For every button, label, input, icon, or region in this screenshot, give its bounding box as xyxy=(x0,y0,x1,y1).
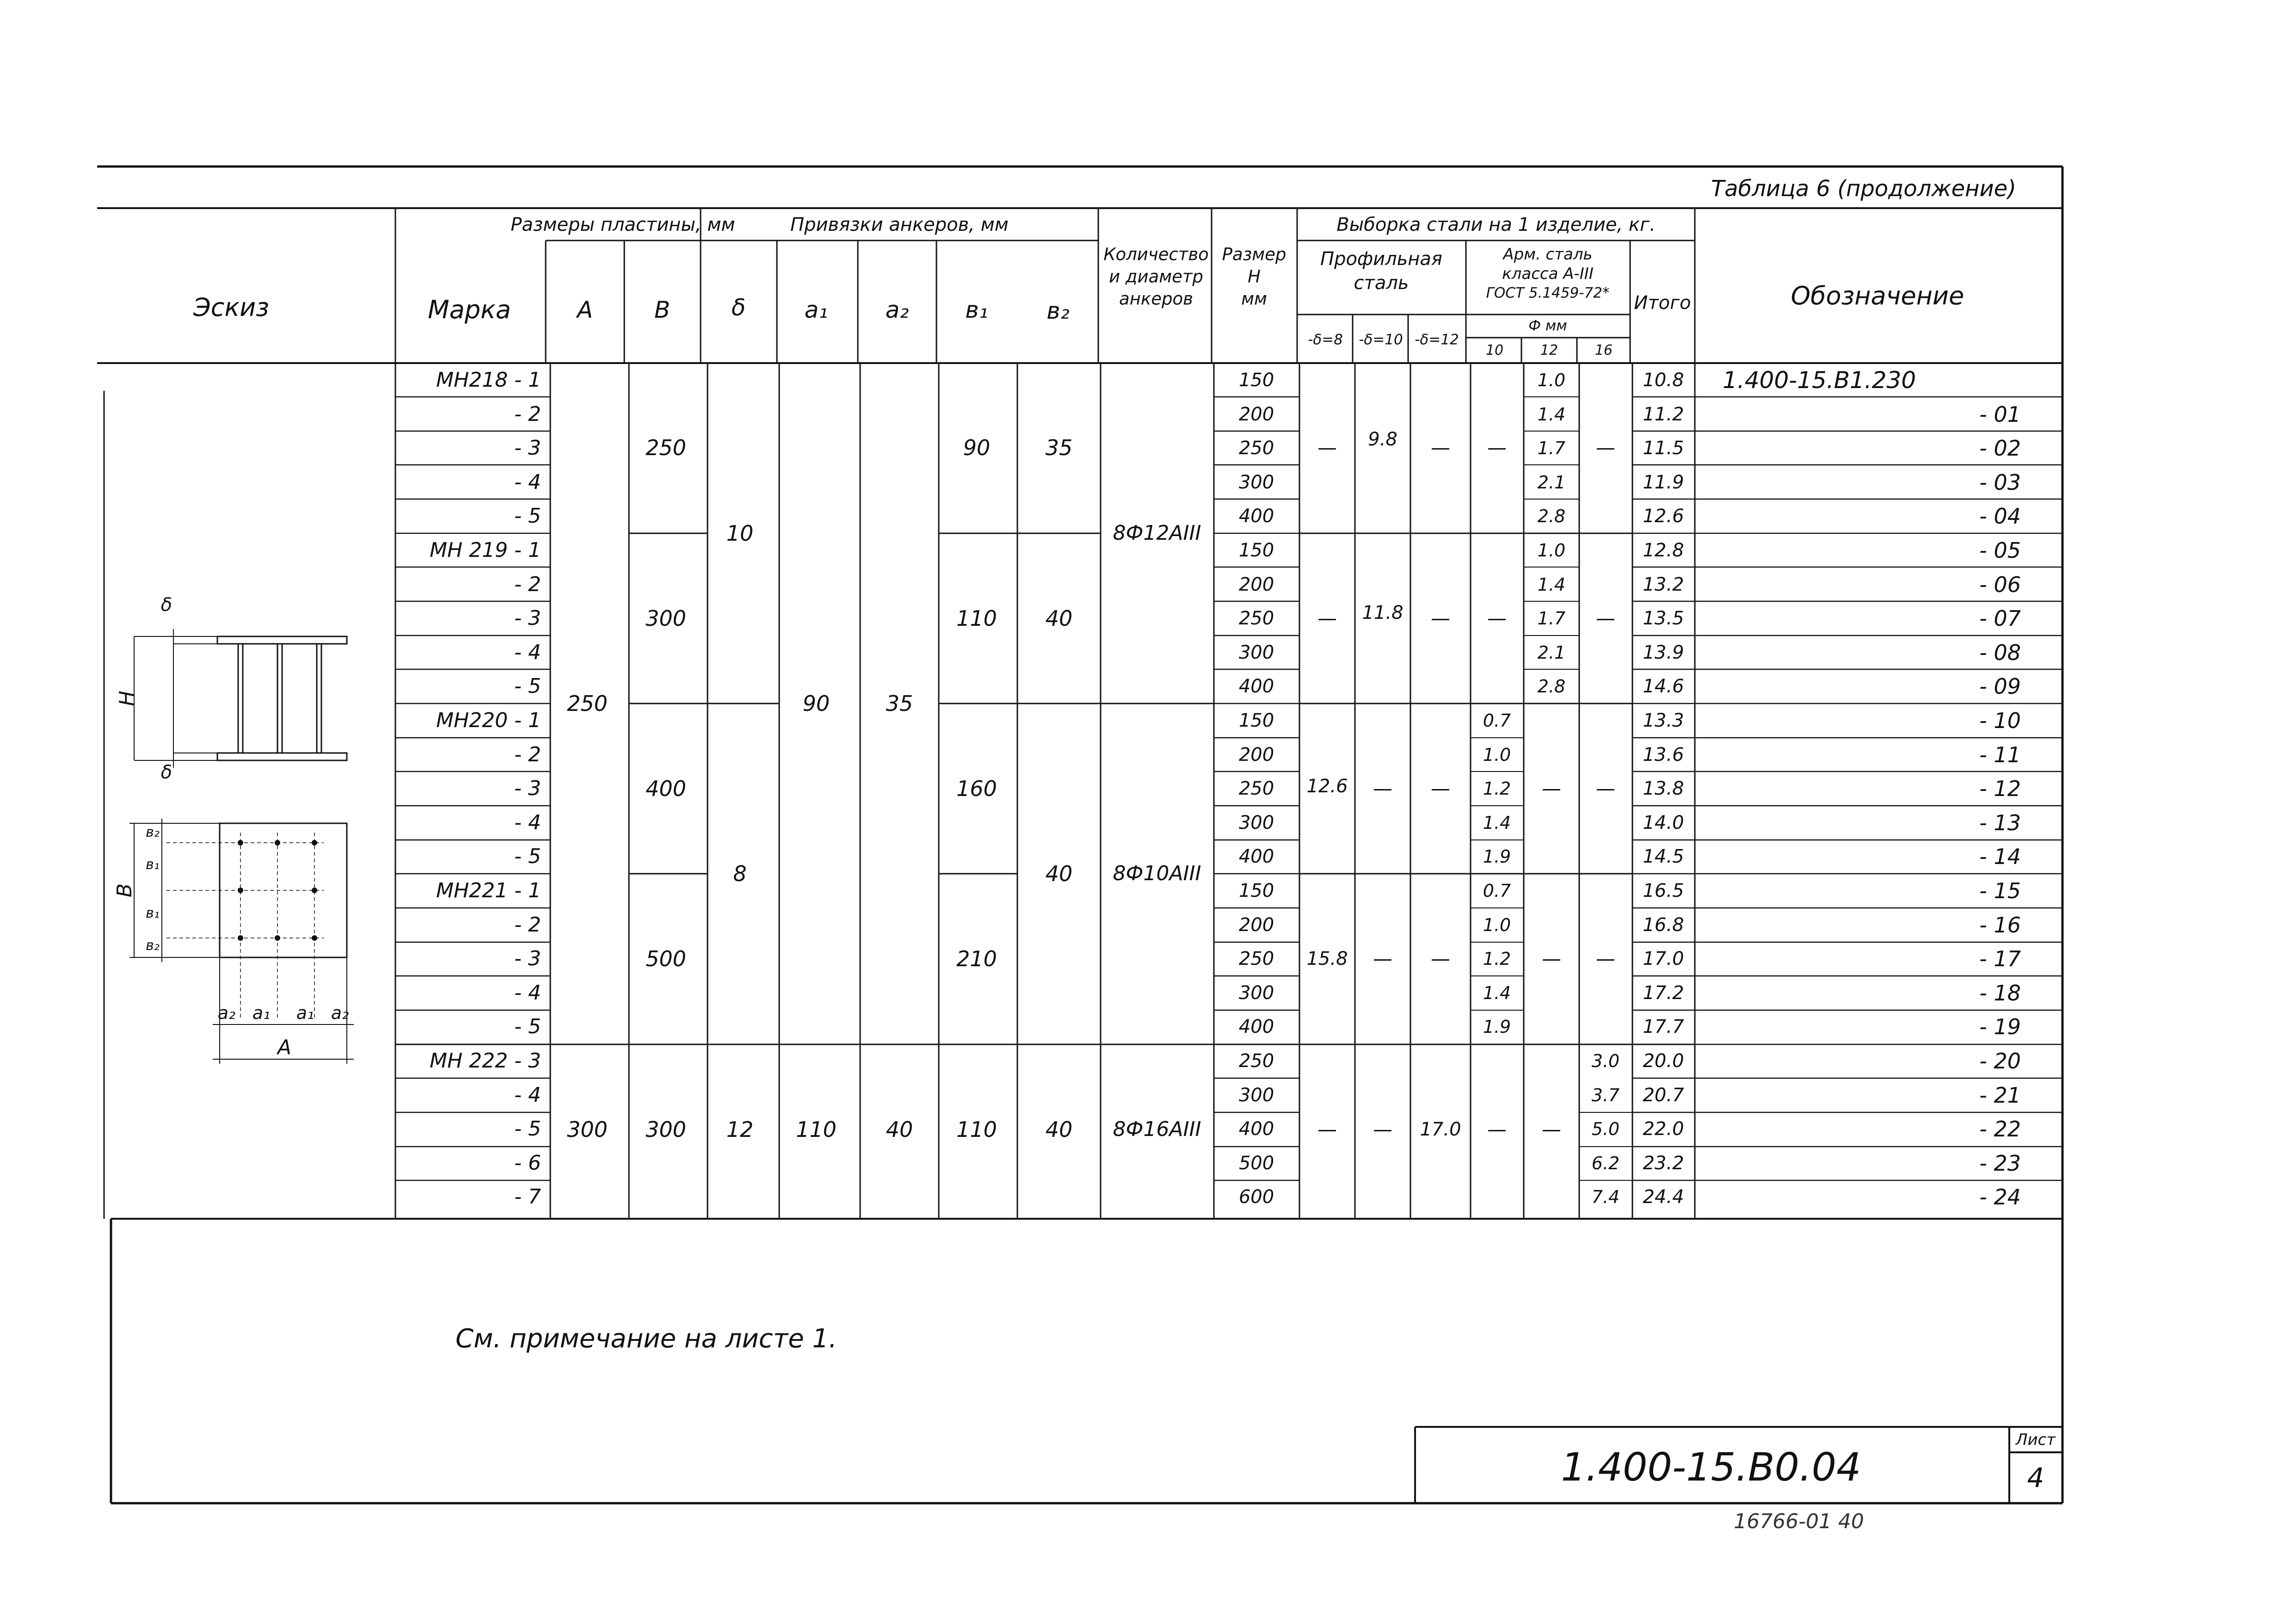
cell-phi16: 3.0 xyxy=(1591,1051,1620,1071)
cell-itogo: 12.6 xyxy=(1643,506,1684,527)
cell-itogo: 13.9 xyxy=(1643,642,1684,663)
cell-a1: 90 xyxy=(802,691,830,716)
sketch-a2-right: a₂ xyxy=(331,1003,349,1023)
cell-itogo: 12.8 xyxy=(1643,540,1684,561)
cell-b1: 90 xyxy=(963,435,991,460)
cell-H: 400 xyxy=(1238,1016,1274,1038)
sketch-a1-left: a₁ xyxy=(252,1003,271,1023)
cell-marka: - 5 xyxy=(514,504,541,528)
cell-phi12: 1.7 xyxy=(1537,608,1566,629)
header-profile-2: сталь xyxy=(1354,272,1409,294)
sketch-delta-top: δ xyxy=(160,594,172,616)
header-a2: a₂ xyxy=(885,296,909,323)
cell-d12: 17.0 xyxy=(1420,1119,1461,1140)
cell-oboz: - 24 xyxy=(1979,1185,2021,1210)
header-d10: -δ=10 xyxy=(1359,331,1403,348)
cell-phi10: 1.2 xyxy=(1483,949,1511,969)
header-H-3: мм xyxy=(1241,289,1267,309)
cell-H: 150 xyxy=(1238,370,1274,391)
cell-marka: МН218 - 1 xyxy=(436,368,541,392)
cell-H: 150 xyxy=(1238,880,1274,901)
cell-b2: 35 xyxy=(1045,435,1073,460)
cell-oboz: - 07 xyxy=(1979,606,2021,631)
cell-oboz: - 04 xyxy=(1979,504,2021,529)
cell-H: 300 xyxy=(1238,642,1274,663)
archive-number: 16766-01 40 xyxy=(1734,1510,1864,1533)
header-anchor-group: Привязки анкеров, мм xyxy=(790,214,1009,235)
sketch-B: В xyxy=(113,883,136,898)
cell-oboz: - 12 xyxy=(1979,776,2021,802)
cell-phi10: — xyxy=(1487,607,1507,629)
cell-A: 250 xyxy=(567,691,608,716)
cell-H: 400 xyxy=(1238,846,1274,868)
cell-H: 300 xyxy=(1238,471,1274,493)
header-arm-3: ГОСТ 5.1459-72* xyxy=(1486,284,1610,302)
cell-H: 300 xyxy=(1238,1084,1274,1106)
cell-B: 300 xyxy=(646,1117,686,1142)
cell-itogo: 13.8 xyxy=(1643,778,1684,800)
cell-phi10: 0.7 xyxy=(1483,710,1511,731)
cell-phi12: 2.8 xyxy=(1537,676,1566,697)
header-B: В xyxy=(654,296,671,323)
cell-marka: - 4 xyxy=(514,470,541,494)
cell-phi10: 0.7 xyxy=(1483,881,1511,901)
sketch-b1-bottom: в₁ xyxy=(146,905,160,921)
cell-marka: - 4 xyxy=(514,1083,541,1107)
cell-marka: - 5 xyxy=(514,845,541,869)
cell-B: 500 xyxy=(646,946,686,971)
cell-d8: 15.8 xyxy=(1306,948,1348,969)
cell-b2: 40 xyxy=(1045,606,1073,631)
cell-phi10: 1.4 xyxy=(1483,812,1511,833)
cell-d8: — xyxy=(1317,436,1337,459)
header-d8: -δ=8 xyxy=(1308,331,1343,348)
cell-marka: - 4 xyxy=(514,640,541,664)
header-p16: 16 xyxy=(1594,342,1613,358)
cell-phi12: 2.1 xyxy=(1537,472,1566,493)
cell-oboz: - 23 xyxy=(1979,1150,2021,1176)
cell-b1: 110 xyxy=(956,1117,997,1142)
cell-b2: 40 xyxy=(1045,861,1073,886)
cell-marka: - 3 xyxy=(514,436,541,460)
cell-itogo: 20.7 xyxy=(1643,1084,1684,1106)
cell-itogo: 13.2 xyxy=(1643,574,1684,595)
sketch-a1-right: a₁ xyxy=(296,1003,314,1023)
cell-d12: — xyxy=(1431,777,1450,800)
cell-H: 150 xyxy=(1238,710,1274,731)
cell-itogo: 13.6 xyxy=(1643,744,1684,765)
cell-phi16: 3.7 xyxy=(1591,1085,1620,1105)
cell-oboz: - 10 xyxy=(1979,708,2021,733)
cell-phi12: — xyxy=(1542,777,1561,800)
cell-phi10: 1.9 xyxy=(1483,1017,1511,1037)
cell-H: 600 xyxy=(1238,1186,1274,1208)
cell-anchor-qty: 8Ф12АIII xyxy=(1113,521,1201,545)
cell-d12: — xyxy=(1431,436,1450,459)
cell-itogo: 13.3 xyxy=(1643,710,1684,731)
cell-oboz: - 11 xyxy=(1979,742,2021,767)
cell-marka: - 2 xyxy=(514,572,541,596)
cell-phi16: 7.4 xyxy=(1591,1187,1620,1208)
cell-phi16: 5.0 xyxy=(1591,1119,1620,1140)
sketch-H: Н xyxy=(115,691,139,706)
cell-oboz: - 16 xyxy=(1979,912,2021,938)
header-p12: 12 xyxy=(1540,342,1558,358)
cell-H: 500 xyxy=(1238,1152,1274,1174)
header-arm-1: Арм. сталь xyxy=(1503,245,1593,264)
cell-phi12: — xyxy=(1542,947,1561,970)
cell-phi16: — xyxy=(1596,947,1615,970)
cell-a2: 40 xyxy=(886,1117,913,1142)
cell-phi10: 1.2 xyxy=(1483,778,1511,799)
cell-phi12: 2.8 xyxy=(1537,506,1566,527)
cell-H: 400 xyxy=(1238,676,1274,697)
cell-H: 200 xyxy=(1238,744,1274,765)
cell-phi16: 6.2 xyxy=(1591,1153,1620,1173)
header-qty-3: анкеров xyxy=(1119,289,1193,309)
cell-phi12: 1.4 xyxy=(1537,404,1566,425)
cell-a2: 35 xyxy=(886,691,913,716)
cell-marka: - 4 xyxy=(514,810,541,834)
cell-oboz: - 02 xyxy=(1979,436,2021,461)
cell-d10: 11.8 xyxy=(1362,602,1403,623)
header-qty-1: Количество xyxy=(1103,244,1209,265)
cell-a1: 110 xyxy=(796,1117,837,1142)
cell-H: 250 xyxy=(1238,778,1274,800)
cell-oboz: - 05 xyxy=(1979,538,2021,563)
cell-itogo: 13.5 xyxy=(1643,608,1684,629)
cell-itogo: 17.2 xyxy=(1643,982,1684,1004)
cell-phi12: 1.4 xyxy=(1537,574,1566,595)
cell-itogo: 23.2 xyxy=(1643,1152,1684,1174)
cell-marka: - 4 xyxy=(514,981,541,1005)
cell-H: 400 xyxy=(1238,506,1274,527)
cell-marka: - 6 xyxy=(514,1151,541,1175)
cell-oboz: 1.400-15.В1.230 xyxy=(1723,367,1916,394)
sheet-label: Лист xyxy=(2015,1431,2056,1449)
cell-H: 250 xyxy=(1238,608,1274,629)
cell-itogo: 14.6 xyxy=(1643,676,1684,697)
cell-phi12: 1.0 xyxy=(1537,540,1566,561)
header-eskiz: Эскиз xyxy=(193,293,269,322)
cell-anchor-qty: 8Ф16АIII xyxy=(1113,1117,1201,1141)
cell-phi10: 1.0 xyxy=(1483,744,1511,765)
cell-marka: - 2 xyxy=(514,402,541,426)
cell-itogo: 16.5 xyxy=(1643,880,1684,901)
header-steel-group: Выборка стали на 1 изделие, кг. xyxy=(1336,214,1656,235)
header-phi: Ф мм xyxy=(1528,317,1567,334)
cell-phi10: — xyxy=(1487,1118,1507,1141)
header-b2: в₂ xyxy=(1046,297,1070,324)
cell-oboz: - 06 xyxy=(1979,572,2021,597)
cell-H: 250 xyxy=(1238,948,1274,970)
sketch-delta-bottom: δ xyxy=(160,762,172,783)
cell-d10: — xyxy=(1373,1118,1392,1141)
header-b1: в₁ xyxy=(965,296,988,323)
header-qty-2: и диаметр xyxy=(1109,266,1203,287)
cell-marka: МН 222 - 3 xyxy=(430,1049,541,1073)
cell-itogo: 11.2 xyxy=(1643,403,1684,425)
header-marka: Марка xyxy=(428,295,511,324)
cell-marka: - 2 xyxy=(514,742,541,766)
cell-marka: МН 219 - 1 xyxy=(430,538,541,562)
cell-phi12: — xyxy=(1542,1118,1561,1141)
cell-marka: - 5 xyxy=(514,1117,541,1141)
cell-phi12: 2.1 xyxy=(1537,642,1566,663)
cell-itogo: 17.0 xyxy=(1643,948,1684,970)
sketch-a2-left: a₂ xyxy=(217,1003,236,1023)
cell-oboz: - 01 xyxy=(1979,401,2021,427)
table-title: Таблица 6 (продолжение) xyxy=(1711,176,2016,202)
cell-phi10: 1.4 xyxy=(1483,982,1511,1003)
cell-delta: 12 xyxy=(726,1117,754,1142)
cell-delta: 8 xyxy=(733,861,747,886)
header-d12: -δ=12 xyxy=(1415,331,1459,348)
cell-d12: — xyxy=(1431,947,1450,970)
header-itogo: Итого xyxy=(1634,292,1691,314)
header-profile-1: Профильная xyxy=(1320,248,1443,270)
cell-b1: 210 xyxy=(956,946,997,971)
header-a1: a₁ xyxy=(804,296,828,323)
sketch-A: А xyxy=(277,1036,292,1059)
cell-B: 250 xyxy=(646,435,686,460)
cell-itogo: 16.8 xyxy=(1643,914,1684,936)
sketch-b2-top: в₂ xyxy=(146,824,160,840)
cell-oboz: - 08 xyxy=(1979,640,2021,665)
cell-H: 200 xyxy=(1238,574,1274,595)
cell-oboz: - 15 xyxy=(1979,878,2021,903)
cell-itogo: 10.8 xyxy=(1643,370,1684,391)
header-delta: δ xyxy=(731,294,746,321)
cell-H: 250 xyxy=(1238,1050,1274,1072)
cell-H: 300 xyxy=(1238,982,1274,1004)
cell-itogo: 14.5 xyxy=(1643,846,1684,868)
cell-H: 250 xyxy=(1238,438,1274,459)
cell-phi12: 1.0 xyxy=(1537,370,1566,390)
header-arm-2: класса А-III xyxy=(1502,265,1594,283)
cell-H: 200 xyxy=(1238,403,1274,425)
cell-marka: МН220 - 1 xyxy=(436,709,541,732)
cell-oboz: - 18 xyxy=(1979,980,2021,1006)
cell-oboz: - 03 xyxy=(1979,469,2021,495)
cell-A: 300 xyxy=(567,1117,608,1142)
cell-B: 400 xyxy=(646,776,686,801)
cell-oboz: - 21 xyxy=(1979,1082,2021,1108)
cell-phi10: 1.0 xyxy=(1483,914,1511,935)
cell-d10: 9.8 xyxy=(1368,429,1397,450)
doc-code: 1.400-15.В0.04 xyxy=(1561,1444,1861,1490)
header-A: А xyxy=(577,296,593,323)
cell-d10: — xyxy=(1373,947,1392,970)
cell-b2: 40 xyxy=(1045,1117,1073,1142)
cell-marka: - 7 xyxy=(514,1185,541,1209)
plate-sketch xyxy=(129,629,354,1064)
cell-marka: - 5 xyxy=(514,1015,541,1039)
cell-marka: - 5 xyxy=(514,674,541,698)
cell-marka: - 3 xyxy=(514,947,541,971)
cell-oboz: - 14 xyxy=(1979,844,2021,870)
cell-oboz: - 17 xyxy=(1979,946,2021,972)
cell-H: 200 xyxy=(1238,914,1274,936)
cell-phi12: 1.7 xyxy=(1537,438,1566,459)
sketch-b1-top: в₁ xyxy=(146,857,160,873)
cell-oboz: - 13 xyxy=(1979,810,2021,835)
cell-H: 400 xyxy=(1238,1118,1274,1140)
cell-H: 300 xyxy=(1238,812,1274,833)
header-H-2: Н xyxy=(1248,266,1261,287)
cell-H: 150 xyxy=(1238,540,1274,561)
cell-marka: МН221 - 1 xyxy=(436,879,541,902)
header-plate-group: Размеры пластины, мм xyxy=(511,214,735,235)
cell-marka: - 3 xyxy=(514,606,541,630)
sketch-b2-bottom: в₂ xyxy=(146,938,160,954)
cell-oboz: - 22 xyxy=(1979,1117,2021,1142)
cell-anchor-qty: 8Ф10АIII xyxy=(1113,862,1201,885)
header-oboz: Обозначение xyxy=(1791,281,1964,310)
cell-b1: 160 xyxy=(956,776,997,801)
cell-phi16: — xyxy=(1596,607,1615,629)
cell-itogo: 17.7 xyxy=(1643,1016,1684,1038)
cell-phi10: 1.9 xyxy=(1483,846,1511,867)
header-p10: 10 xyxy=(1485,342,1504,358)
cell-itogo: 11.5 xyxy=(1643,438,1684,459)
cell-phi10: — xyxy=(1487,436,1507,459)
cell-marka: - 2 xyxy=(514,913,541,937)
cell-phi16: — xyxy=(1596,436,1615,459)
cell-phi16: — xyxy=(1596,777,1615,800)
cell-d8: — xyxy=(1317,607,1337,629)
header-H-1: Размер xyxy=(1222,244,1286,265)
cell-itogo: 24.4 xyxy=(1643,1186,1684,1208)
cell-itogo: 11.9 xyxy=(1643,471,1684,493)
cell-b1: 110 xyxy=(956,606,997,631)
cell-d8: 12.6 xyxy=(1306,776,1348,797)
sheet-number: 4 xyxy=(2027,1462,2044,1493)
cell-itogo: 20.0 xyxy=(1643,1050,1684,1072)
cell-d8: — xyxy=(1317,1118,1337,1141)
cell-itogo: 22.0 xyxy=(1643,1118,1684,1140)
cell-d10: — xyxy=(1373,777,1392,800)
cell-oboz: - 09 xyxy=(1979,674,2021,699)
note: См. примечание на листе 1. xyxy=(456,1324,837,1354)
cell-itogo: 14.0 xyxy=(1643,812,1684,833)
cell-d12: — xyxy=(1431,607,1450,629)
cell-marka: - 3 xyxy=(514,777,541,801)
cell-delta: 10 xyxy=(726,521,754,546)
cell-B: 300 xyxy=(646,606,686,631)
cell-oboz: - 20 xyxy=(1979,1049,2021,1074)
cell-oboz: - 19 xyxy=(1979,1014,2021,1040)
